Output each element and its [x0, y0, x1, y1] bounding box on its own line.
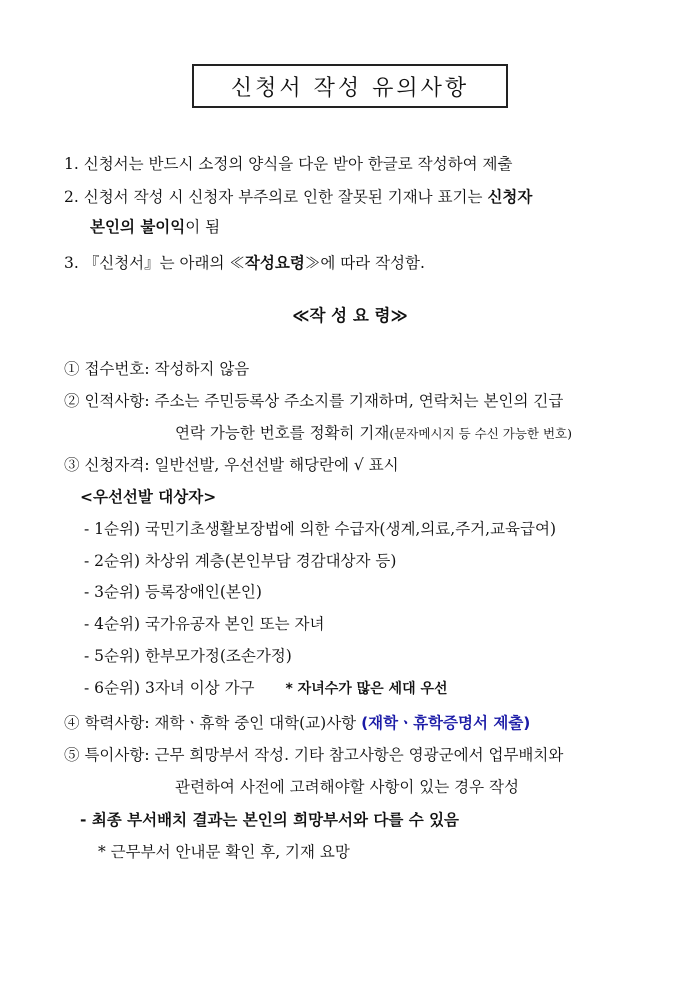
note-3-bold: 작성요령 — [244, 254, 305, 272]
item-4 — [64, 711, 530, 733]
priority-3 — [84, 580, 262, 602]
priority-3-text: 등록장애인(본인) — [144, 583, 262, 601]
priority-header: <우선선발 대상자> — [80, 488, 217, 506]
note-2-num: 2. — [64, 188, 79, 206]
priority-6-rank: - 6순위) — [84, 679, 141, 697]
priority-2 — [84, 549, 396, 571]
note-2-cont — [90, 215, 220, 237]
note-1-text: 신청서는 반드시 소정의 양식을 다운 받아 한글로 작성하여 제출 — [83, 155, 513, 173]
item-5-cont: 관련하여 사전에 고려해야할 사항이 있는 경우 작성 — [175, 778, 519, 796]
note-2-text: 신청서 작성 시 신청자 부주의로 인한 잘못된 기재나 표기는 — [83, 188, 488, 206]
item-5-label: 특이사항: — [84, 746, 150, 764]
priority-1-text: 국민기초생활보장법에 의한 수급자(생계,의료,주거,교육급여) — [144, 520, 557, 538]
item-4-text: 재학ㆍ휴학 중인 대학(교)사항 — [154, 714, 362, 732]
priority-2-text: 차상위 계층(본인부담 경감대상자 등) — [144, 552, 397, 570]
priority-6-text: 3자녀 이상 가구 — [144, 679, 255, 697]
item-4-num: ④ — [64, 714, 80, 732]
item-2-text2-small: (문자메시지 등 수신 가능한 번호) — [389, 426, 572, 441]
priority-4-text: 국가유공자 본인 또는 자녀 — [144, 615, 325, 633]
item-5-text: 근무 희망부서 작성. 기타 참고사항은 영광군에서 업무배치와 — [154, 746, 564, 764]
priority-4 — [84, 612, 324, 634]
item-3 — [64, 453, 399, 475]
item-2-text2: 연락 가능한 번호를 정확히 기재 — [175, 424, 390, 442]
priority-6 — [84, 676, 448, 698]
priority-3-rank: - 3순위) — [84, 583, 141, 601]
priority-1-rank: - 1순위) — [84, 520, 141, 538]
item-3-label: 신청자격: — [84, 456, 150, 474]
priority-2-rank: - 2순위) — [84, 552, 141, 570]
item-2-text: 주소는 주민등록상 주소지를 기재하며, 연락처는 본인의 긴급 — [154, 392, 564, 410]
item-5 — [64, 743, 563, 765]
final-sub: * 근무부서 안내문 확인 후, 기재 요망 — [98, 843, 350, 861]
note-3-num: 3. — [64, 254, 79, 272]
priority-5-text: 한부모가정(조손가정) — [144, 647, 292, 665]
note-2-bold-b: 본인의 불이익 — [90, 218, 186, 236]
item-2-label: 인적사항: — [84, 392, 150, 410]
priority-5 — [84, 644, 292, 666]
item-1 — [64, 357, 249, 379]
item-1-text: 작성하지 않음 — [154, 360, 250, 378]
note-3 — [64, 251, 425, 273]
page-title: 신청서 작성 유의사항 — [192, 64, 508, 108]
item-2-num: ② — [64, 392, 80, 410]
item-4-label: 학력사항: — [84, 714, 150, 732]
note-3-text-b: ≫에 따라 작성함. — [304, 254, 425, 272]
note-2-bold-a: 신청자 — [487, 188, 533, 206]
section-title: ≪작 성 요 령≫ — [292, 306, 408, 325]
note-2-text-b: 이 됨 — [185, 218, 221, 236]
item-1-num: ① — [64, 360, 80, 378]
item-3-text: 일반선발, 우선선발 해당란에 √ 표시 — [154, 456, 399, 474]
item-3-num: ③ — [64, 456, 80, 474]
priority-4-rank: - 4순위) — [84, 615, 141, 633]
item-5-num: ⑤ — [64, 746, 80, 764]
item-2 — [64, 389, 563, 411]
item-4-highlight: (재학ㆍ휴학증명서 제출) — [361, 714, 531, 732]
final-note: - 최종 부서배치 결과는 본인의 희망부서와 다를 수 있음 — [80, 811, 460, 829]
priority-1 — [84, 517, 556, 539]
note-2 — [64, 185, 532, 207]
priority-6-note: * 자녀수가 많은 세대 우선 — [285, 681, 448, 697]
priority-5-rank: - 5순위) — [84, 647, 141, 665]
note-1 — [64, 152, 512, 174]
item-2-cont — [175, 421, 572, 443]
note-1-num: 1. — [64, 155, 79, 173]
item-1-label: 접수번호: — [84, 360, 150, 378]
note-3-text-a: 『신청서』는 아래의 ≪ — [83, 254, 245, 272]
